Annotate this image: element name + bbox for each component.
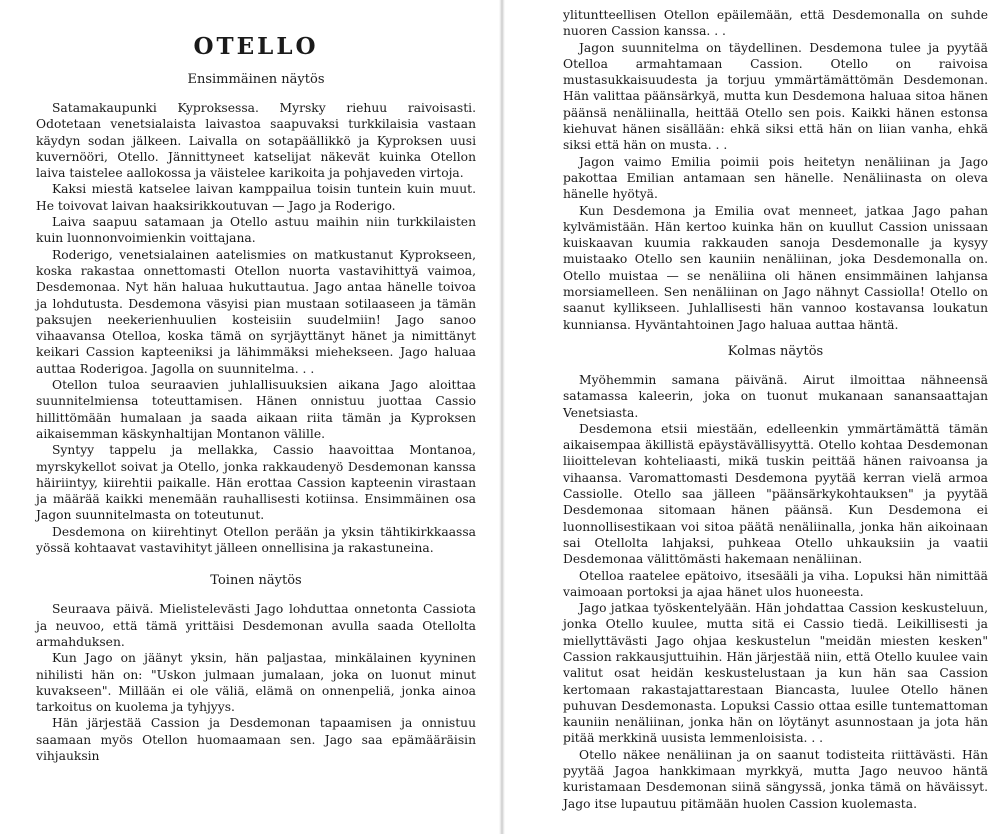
right-text-column — [563, 7, 988, 812]
left-text-column — [36, 34, 476, 764]
act-heading-1: Ensimmäinen näytös — [187, 72, 325, 87]
act1-paragraph: Desdemona on kiirehtinyt Otellon perään ja yksin tähtikirkkaassa yössä kohtaavat vastavihityt jälleen onnellisina ja rakastuneina. — [36, 524, 476, 556]
act2-paragraph: Jagon suunnitelma on täydellinen. Desdemona tulee ja pyytää Otelloa armahtamaan Cassion. Otello on raivoisa mustasukkaisuudesta ja torjuu ymmärtämättömän Desdemonan. Hän valittaa päänsärkyä, mutta kun Desdemona haluaa sitoa hänen päänsä nenäliinalla, heittää Otello sen pois. Kaikki hänen estonsa kiehuvat hänen sisällään: ehkä siksi että hän on liian vanha, ehkä siksi että hän on musta. . . — [563, 40, 988, 153]
act3-paragraph: Jago jatkaa työskentelyään. Hän johdattaa Cassion keskusteluun, jonka Otello kuulee, mutta sitä ei Cassio tiedä. Leikillisesti ja miellyttävästi Jago ohjaa keskustelun "meidän miesten kesken" Cassion rakkausjuttuihin. Hän järjestää niin, että Otello kuulee vain valitut osat heidän keskustelustaan ja kun hän saa Cassion kertomaan rakastajattarestaan Biancasta, luulee Otello hänen puhuvan Desdemonasta. Lopuksi Cassio ottaa esille tuntemattoman kauniin nenäliinan, jonka hän on löytänyt asunnostaan ja jota hän pitää merkkinä uusista lemmenloisista. . . — [563, 601, 988, 746]
act2-paragraph: Kun Jago on jäänyt yksin, hän paljastaa, minkälainen kyyninen nihilisti hän on: "Uskon julmaan jumalaan, joka on luonut minut kuvakseen". Millään ei ole väliä, elämä on onnenpeliä, jonka ainoa tarkoitus on kuolema ja tyhjyys. — [36, 651, 476, 715]
section-spacer — [36, 556, 476, 573]
section-spacer — [563, 333, 988, 344]
right-page — [505, 0, 1000, 834]
act1-paragraph: Laiva saapuu satamaan ja Otello astuu maihin niin turkkilaisten kuin luonnonvoimienkin voittajana. — [36, 215, 476, 246]
act3-paragraph: Otello näkee nenäliinan ja on saanut todisteita riittävästi. Hän pyytää Jagoa hankkimaan myrkkyä, mutta Jago neuvoo häntä kuristamaan Desdemonan siinä sängyssä, jonka tämä on häväissyt. Jago itse lupautuu pitämään huolen Cassion kuolemasta. — [563, 747, 988, 811]
act2-paragraph: Hän järjestää Cassion ja Desdemonan tapaamisen ja onnistuu saamaan myös Otellon huomaamaan sen. Jago saa epämääräisin vihjauksin — [36, 716, 476, 763]
act2-paragraph: Jagon vaimo Emilia poimii pois heitetyn nenäliinan ja Jago pakottaa Emilian antamaan sen hänelle. Nenäliinasta on oleva hänelle hyötyä. — [563, 154, 988, 202]
act2-paragraph: Kun Desdemona ja Emilia ovat menneet, jatkaa Jago pahan kylvämistään. Hän kertoo kuinka hän on kuullut Cassion unissaan kuiskaavan kuumia rakkauden sanoja Desdemonalle ja kysyy muistaako Otello sen kauniin nenäliinan, joka Desdemonalla on. Otello muistaa — se nenäliina oli hänen ensimmäinen lahjansa morsiamelleen. Sen nenäliinan on Jago nähnyt Cassiolla! Otello on saanut kyllikseen. Juhlallisesti hän vannoo kostavansa loukatun kunniansa. Hyväntahtoinen Jago haluaa auttaa häntä. — [563, 203, 988, 332]
act2-continuation: ylituntteellisen Otellon epäilemään, että Desdemonalla on suhde nuoren Cassion kanssa. . . — [563, 8, 988, 39]
act1-paragraph: Kaksi miestä katselee laivan kamppailua toisin tuntein kuin muut. He toivovat laivan haaksirikkoutuvan — Jago ja Roderigo. — [36, 182, 476, 213]
act3-paragraph: Desdemona etsii miestään, edelleenkin ymmärtämättä tämän aikaisempaa äkillistä epäystävällisyyttä. Otello kohtaa Desdemonan liioittelevan kohteliaasti, mikä tuskin peittää hänen raivoansa ja vihaansa. Varomattomasti Desdemona pyytää kerran vielä armoa Cassiolle. Otello saa jälleen "päänsärkykohtauksen" ja pyytää Desdemonaa sitomaan hänen päänsä. Kun Desdemona ei luonnollisestikaan voi sitoa päätä nenäliinalla, jonka hän aikoinaan sai Otellolta lahjaksi, puhkeaa Otello uhkauksiin ja vaatii Desdemonaa välittömästi hakemaan nenäliinan. — [563, 421, 988, 567]
play-title: OTELLO — [193, 33, 319, 60]
act3-paragraph: Myöhemmin samana päivänä. Airut ilmoittaa nähneensä satamassa kaleerin, joka on tuonut mukanaan sanansaattajan Venetsiasta. — [563, 372, 988, 420]
act3-paragraph: Otelloa raatelee epätoivo, itsesääli ja viha. Lopuksi hän nimittää vaimoaan portoksi ja ajaa hänet ulos huoneesta. — [563, 568, 988, 599]
act1-paragraph: Otellon tuloa seuraavien juhlallisuuksien aikana Jago aloittaa suunnitelmiensa toteuttamisen. Hänen onnistuu juottaa Cassio hillittömään humalaan ja saada aikaan riita tämän ja Kyproksen aikaisemman käskynhaltijan Montanon välille. — [36, 378, 476, 441]
act1-paragraph: Roderigo, venetsialainen aatelismies on matkustanut Kyprokseen, koska rakastaa onnettomasti Otellon nuorta vastavihittyä vaimoa, Desdemonaa. Nyt hän haluaa hukuttautua. Jago antaa hänelle toivoa ja lohdutusta. Desdemona väsyisi pian mustaan sotilaaseen ja tämän paksujen neekerienhuulien kosteisiin suudelmiin! Jago sanoo vihaavansa Otelloa, koska tämä on syrjäyttänyt hänet ja nimittänyt keikari Cassion kapteeniksi ja lähimmäksi miehekseen. Jago haluaa auttaa Roderigoa. Jagolla on suunnitelma. . . — [36, 247, 476, 376]
act1-paragraph: Satamakaupunki Kyproksessa. Myrsky riehuu raivoisasti. Odotetaan venetsialaista laivastoa saapuvaksi turkkilaisia vastaan käydyn sodan jälkeen. Laivalla on sotapäällikkö ja Kyproksen uusi kuvernööri, Otello. Jännittyneet katselijat näkevät kuinka Otellon laiva taistelee aallokossa ja väistelee karikoita ja pohjaveden virtoja. — [36, 101, 476, 181]
act-heading-3: Kolmas näytös — [727, 343, 824, 359]
act-heading-2: Toinen näytös — [210, 573, 302, 589]
act2-paragraph: Seuraava päivä. Mielistelevästi Jago lohduttaa onnetonta Cassiota ja neuvoo, että tämä yrittäisi Desdemonan avulla saada Otellolta armahduksen. — [36, 602, 476, 649]
act1-paragraph: Syntyy tappelu ja mellakka, Cassio haavoittaa Montanoa, myrskykellot soivat ja Otello, jonka rakkaudenyö Desdemonan kanssa häiriintyy, kiirehtii paikalle. Hän erottaa Cassion kapteenin virastaan ja määrää kaikki menemään rauhallisesti kotiinsa. Ensimmäinen osa Jagon suunnitelmasta on toteutunut. — [36, 443, 476, 523]
